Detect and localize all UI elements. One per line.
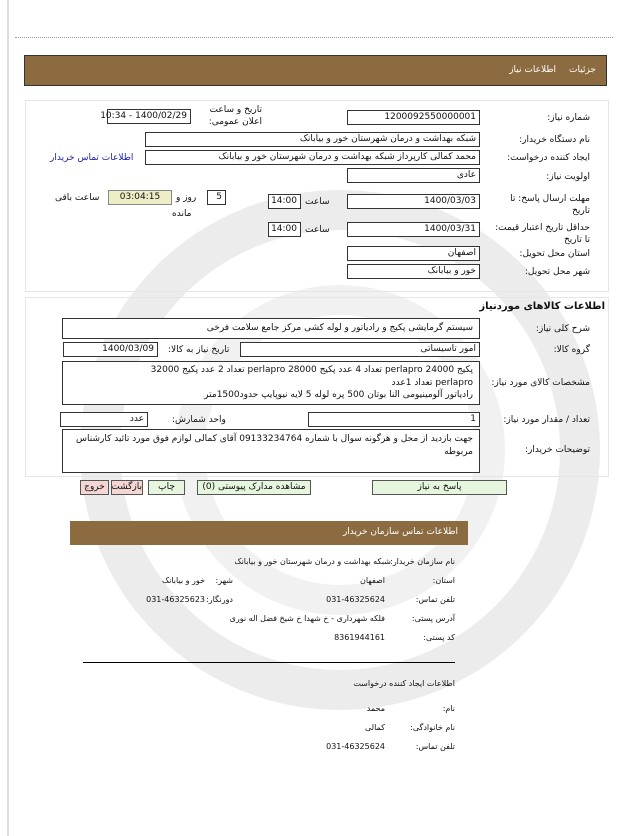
group-field: امور تاسیساتی	[240, 342, 480, 357]
family-label: نام خانوادگی:	[410, 723, 455, 732]
goods-heading: اطلاعات کالاهای موردنیاز	[479, 301, 605, 312]
fax-label: دورنگار:	[206, 595, 233, 604]
notes-label: توضیحات خریدار:	[524, 445, 590, 455]
spec-line: perlapro تعداد 1عدد	[391, 377, 473, 388]
spec-line: پکیج perlapro 24000 تعداد 4 عدد پکیج perlapro 28000 تعداد 2 عدد پکیج 32000	[150, 365, 473, 375]
deadline-label: مهلت ارسال پاسخ: تا تاریخ	[510, 194, 590, 216]
priority-label: اولویت نیاز:	[546, 172, 590, 182]
days-remaining-field: 5	[207, 190, 226, 205]
province-field: اصفهان	[347, 246, 480, 261]
announce-field: 1400/02/29 - 10:34	[107, 109, 191, 124]
buyer-label: نام دستگاه خریدار:	[519, 135, 590, 145]
days-label-2: مانده	[172, 209, 192, 219]
contact-header-bar	[70, 521, 468, 545]
deadline-time-field: 14:00	[268, 194, 301, 209]
page-left-border	[7, 0, 9, 836]
buyer-field: شبکه بهداشت و درمان شهرستان خور و بیابانک	[145, 132, 480, 147]
buyer-contact-link[interactable]: اطلاعات تماس خریدار	[50, 153, 134, 163]
validity-time-label: ساعت	[305, 225, 330, 235]
org-value: شبکه بهداشت و درمان شهرستان خور و بیابانک	[234, 557, 391, 566]
province-label: استان:	[432, 576, 455, 585]
qty-label: تعداد / مقدار مورد نیاز:	[503, 415, 590, 425]
creator-phone-value: 031-46325624	[326, 742, 385, 751]
city-label: شهر:	[215, 576, 233, 585]
header-bar	[24, 55, 607, 86]
tab-details[interactable]: جزئیات	[569, 65, 596, 75]
group-label: گروه کالا:	[553, 345, 590, 355]
unit-label: واحد شمارش:	[172, 415, 226, 425]
phone-value: 031-46325624	[326, 595, 385, 604]
remaining-label: ساعت باقی	[55, 193, 100, 203]
remaining-timer: 03:04:15	[108, 190, 172, 205]
address-value: فلکه شهرداری - خ شهدا خ شیخ فضل اله نوری	[229, 614, 385, 623]
need-number-field: 1200092550000001	[347, 110, 480, 125]
validity-date-field: 1400/03/31	[347, 222, 480, 237]
need-date-field: 1400/03/09	[63, 342, 158, 357]
reply-button[interactable]: پاسخ به نیاز	[372, 480, 507, 495]
creator-label: ایجاد کننده درخواست:	[507, 153, 590, 163]
province-label: استان محل تحویل:	[519, 249, 590, 259]
postal-label: کد پستی:	[423, 633, 455, 642]
back-button[interactable]: بازگشت	[111, 480, 143, 495]
spec-label: مشخصات کالای مورد نیاز:	[491, 378, 590, 388]
notes-field: جهت بازدید از محل و هرگونه سوال با شماره 09133234764 آقای کمالی لوازم فوق مورد تائید کارشناس مربوطه	[62, 429, 480, 473]
qty-field: 1	[308, 412, 480, 427]
unit-field: عدد	[60, 412, 148, 427]
name-value: محمد	[366, 704, 385, 713]
tab-need-info[interactable]: اطلاعات نیاز	[509, 65, 556, 75]
priority-field: عادی	[347, 168, 480, 183]
desc-label: شرح کلی نیاز:	[535, 324, 590, 334]
fax-value: 031-46325623	[146, 595, 205, 604]
phone-label: تلفن تماس:	[415, 595, 455, 604]
creator-heading: اطلاعات ایجاد کننده درخواست	[353, 679, 455, 688]
attachments-button[interactable]: مشاهده مدارک پیوستی (0)	[197, 480, 311, 495]
name-label: نام:	[442, 704, 455, 713]
desc-field: سیستم گرمایشی پکیج و رادیاتور و لوله کشی مرکز جامع سلامت فرخی	[62, 318, 480, 339]
divider	[83, 662, 455, 663]
city-label: شهر محل تحویل:	[524, 267, 590, 277]
exit-button[interactable]: خروج	[80, 480, 109, 495]
validity-time-field: 14:00	[268, 222, 301, 237]
announce-label: تاریخ و ساعت اعلان عمومی:	[208, 105, 262, 127]
org-label: نام سازمان خریدار:	[390, 557, 455, 566]
city-value: خور و بیابانک	[161, 576, 205, 585]
creator-phone-label: تلفن تماس:	[415, 742, 455, 751]
creator-field: محمد کمالی کارپرداز شبکه بهداشت و درمان شهرستان خور و بیابانک	[145, 150, 480, 165]
print-button[interactable]: چاپ	[148, 480, 185, 495]
city-field: خور و بیابانک	[347, 264, 480, 279]
province-value: اصفهان	[359, 576, 385, 585]
family-value: کمالی	[365, 723, 385, 732]
spec-field	[62, 361, 480, 405]
deadline-time-label: ساعت	[305, 197, 330, 207]
spec-line: رادیاتور آلومینیومی النا بوتان 500 پره لوله 5 لایه نیوپایپ حدود1500متر	[204, 390, 473, 400]
deadline-date-field: 1400/03/03	[347, 194, 480, 209]
need-number-label: شماره نیاز:	[547, 113, 590, 123]
days-label: روز و	[176, 193, 197, 203]
validity-label: حداقل تاریخ اعتبار قیمت: تا تاریخ	[495, 223, 590, 245]
contact-heading: اطلاعات تماس سازمان خریدار	[342, 527, 458, 537]
divider	[15, 37, 613, 38]
address-label: آدرس پستی:	[411, 614, 455, 623]
need-date-label: تاریخ نیاز به کالا:	[168, 345, 230, 355]
postal-value: 8361944161	[334, 633, 385, 642]
